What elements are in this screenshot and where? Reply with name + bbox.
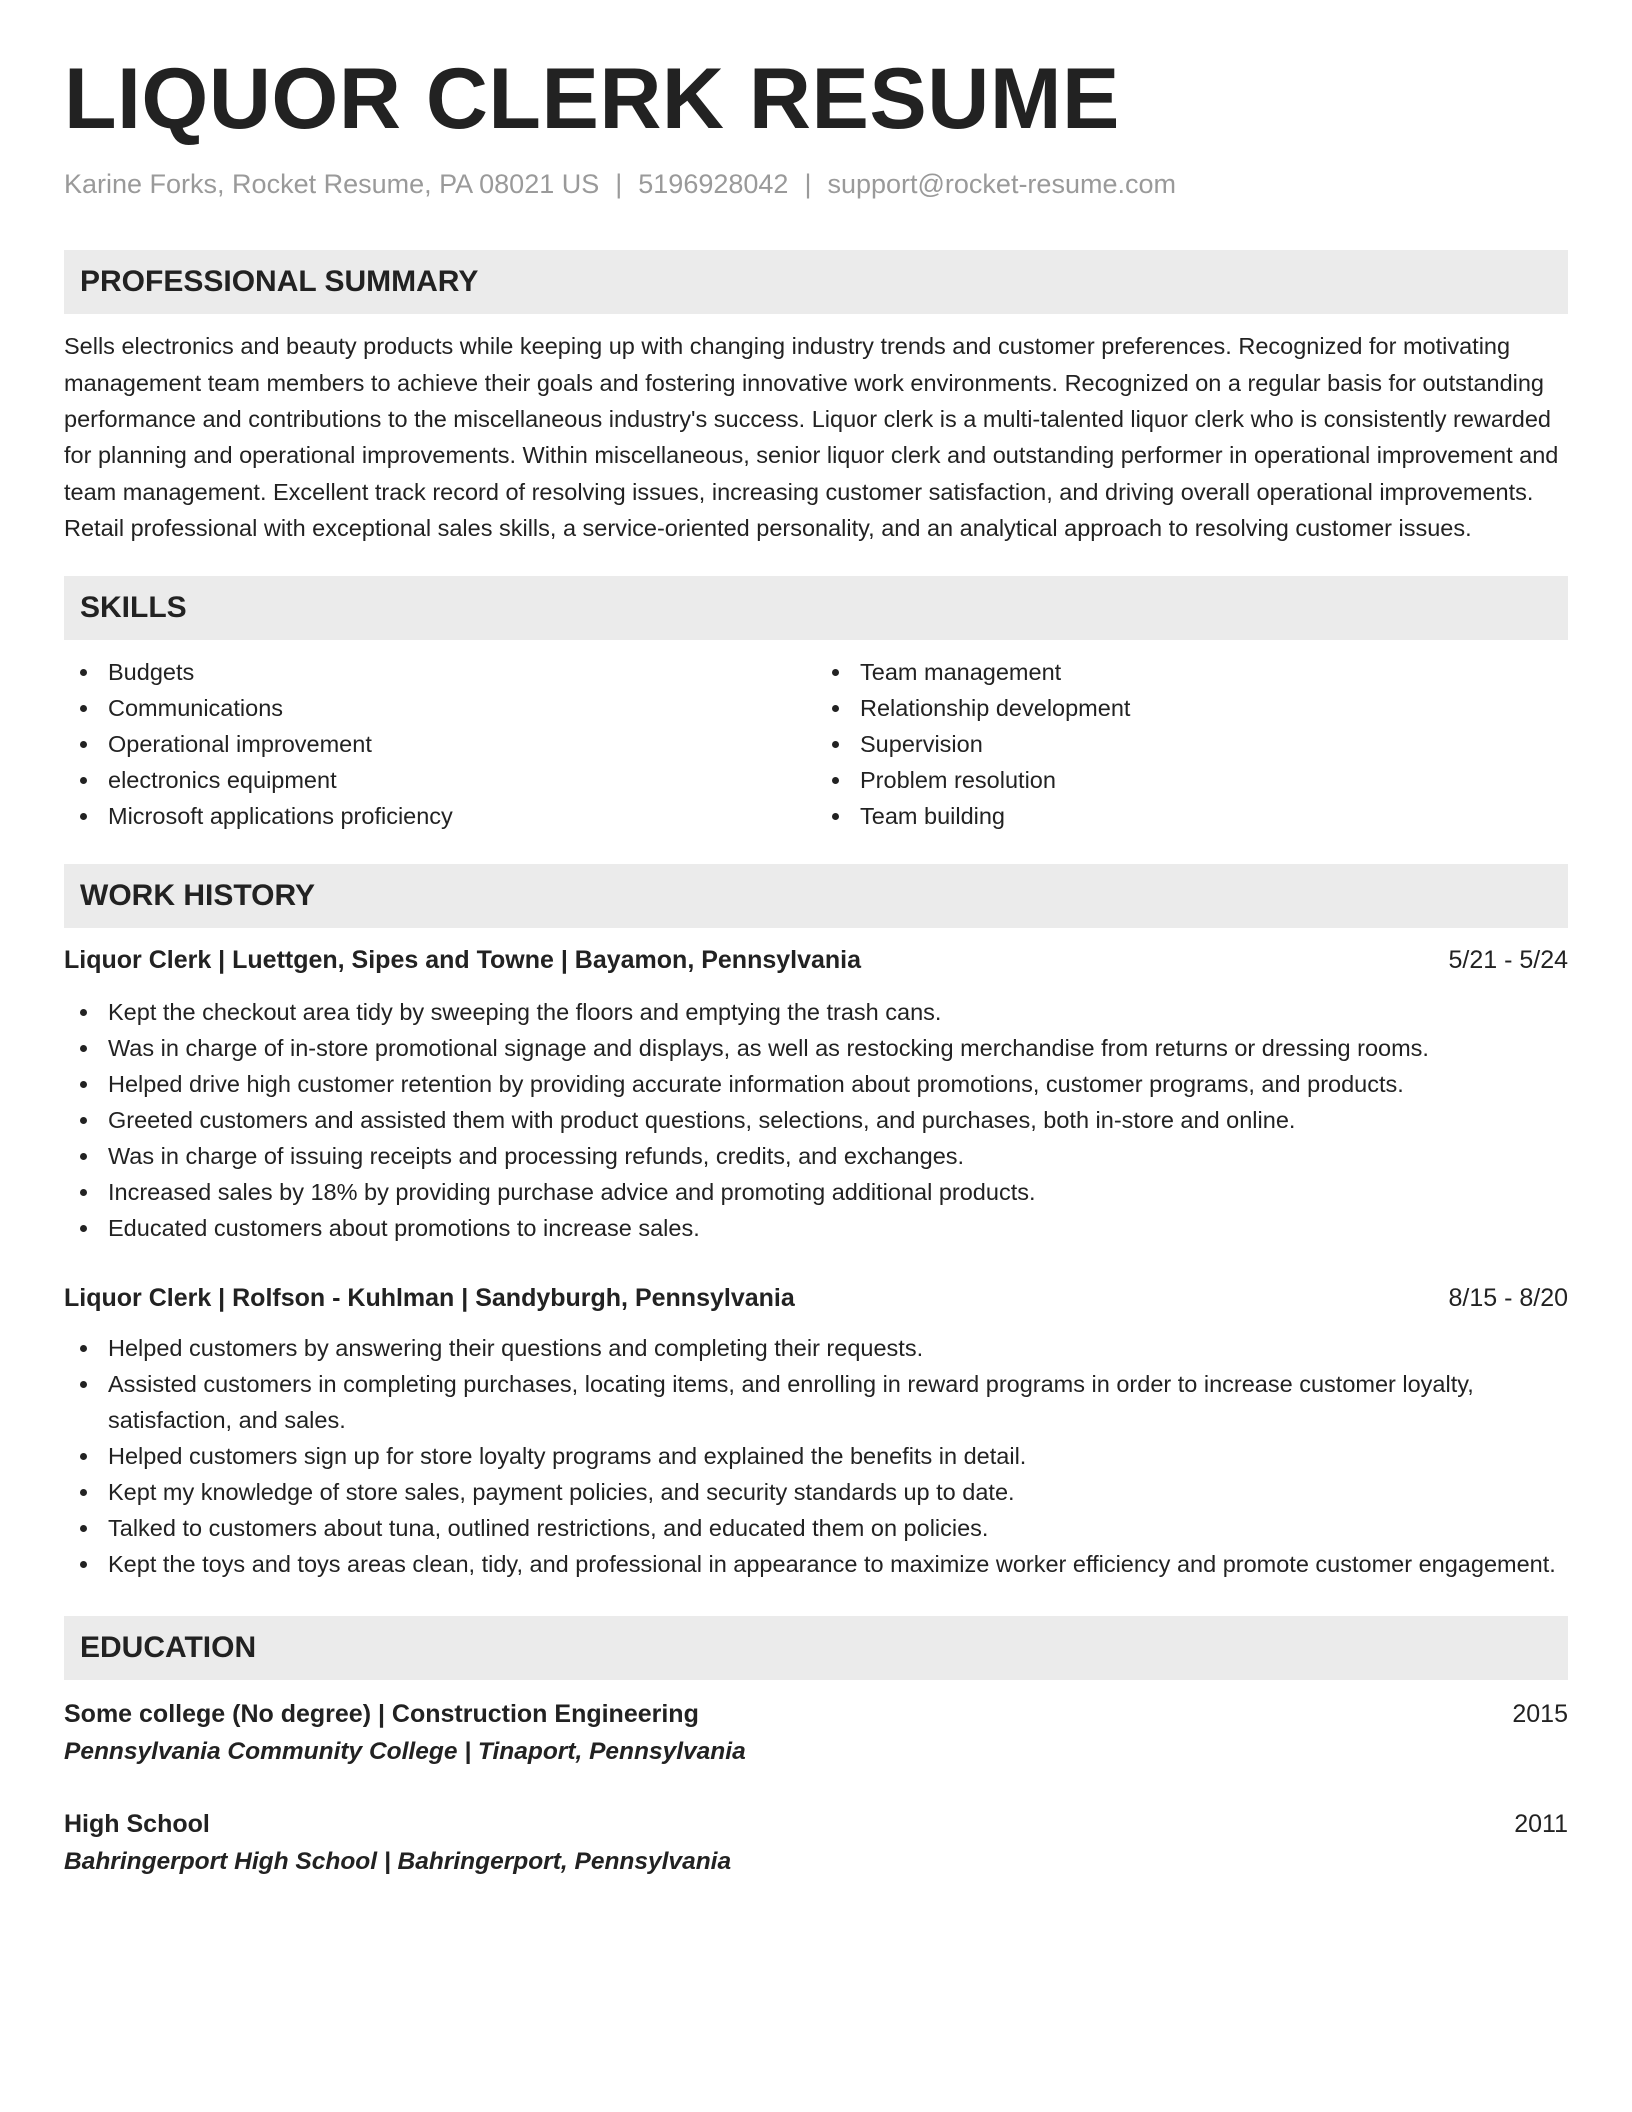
education-year: 2011 bbox=[1514, 1810, 1568, 1839]
education-entry bbox=[64, 1806, 1568, 1880]
skill-item: Budgets bbox=[64, 654, 816, 690]
skill-item: Problem resolution bbox=[816, 762, 1568, 798]
skill-item: Team building bbox=[816, 798, 1568, 834]
education-header bbox=[64, 1806, 1568, 1842]
job-bullet: Helped customers sign up for store loyalty programs and explained the benefits in detail. bbox=[64, 1438, 1568, 1474]
job-bullet: Helped customers by answering their questions and completing their requests. bbox=[64, 1330, 1568, 1366]
contact-phone[interactable]: 5196928042 bbox=[638, 169, 789, 199]
job-bullet: Educated customers about promotions to increase sales. bbox=[64, 1210, 1568, 1246]
job-bullet: Kept the checkout area tidy by sweeping the floors and emptying the trash cans. bbox=[64, 994, 1568, 1030]
education-degree: Some college (No degree) | Construction Engineering bbox=[64, 1700, 699, 1729]
skills-column-left bbox=[64, 654, 816, 834]
job-bullet: Talked to customers about tuna, outlined restrictions, and educated them on policies. bbox=[64, 1510, 1568, 1546]
contact-line bbox=[64, 168, 1568, 200]
job-bullet: Assisted customers in completing purchases, locating items, and enrolling in reward programs in order to increase customer loyalty, satisfaction, and sales. bbox=[64, 1366, 1568, 1438]
skill-item: Operational improvement bbox=[64, 726, 816, 762]
job-header bbox=[64, 942, 1568, 978]
job-entry bbox=[64, 1280, 1568, 1582]
section-header-skills: SKILLS bbox=[64, 576, 1568, 640]
job-bullet: Helped drive high customer retention by providing accurate information about promotions, customer programs, and products. bbox=[64, 1066, 1568, 1102]
job-dates: 8/15 - 8/20 bbox=[1448, 1284, 1568, 1313]
education-school: Pennsylvania Community College | Tinaport, Pennsylvania bbox=[64, 1738, 746, 1766]
skill-item: electronics equipment bbox=[64, 762, 816, 798]
section-header-education: EDUCATION bbox=[64, 1616, 1568, 1680]
skill-item: Team management bbox=[816, 654, 1568, 690]
contact-separator: | bbox=[615, 169, 623, 199]
education-header bbox=[64, 1696, 1568, 1732]
education-degree: High School bbox=[64, 1810, 210, 1839]
summary-text: Sells electronics and beauty products while keeping up with changing industry trends and customer preferences. Recognized for motivating management team members to achieve their goals and fostering innovative work environments. Recognized on a regular basis for outstanding performance and contributions to the miscellaneous industry's success. Liquor clerk is a multi-talented liquor clerk who is consistently rewarded for planning and operational improvements. Within miscellaneous, senior liquor clerk and outstanding performer in operational improvement and team management. Excellent track record of resolving issues, increasing customer satisfaction, and driving overall operational improvements. Retail professional with exceptional sales skills, a service-oriented personality, and an analytical approach to resolving customer issues. bbox=[64, 333, 1559, 541]
contact-address: Karine Forks, Rocket Resume, PA 08021 US bbox=[64, 169, 600, 199]
section-header-summary: PROFESSIONAL SUMMARY bbox=[64, 250, 1568, 314]
education-school: Bahringerport High School | Bahringerport, Pennsylvania bbox=[64, 1848, 732, 1876]
job-title: Liquor Clerk | Rolfson - Kuhlman | Sandyburgh, Pennsylvania bbox=[64, 1284, 795, 1313]
job-title: Liquor Clerk | Luettgen, Sipes and Towne | Bayamon, Pennsylvania bbox=[64, 946, 862, 975]
skill-item: Supervision bbox=[816, 726, 1568, 762]
job-bullet: Kept my knowledge of store sales, payment policies, and security standards up to date. bbox=[64, 1474, 1568, 1510]
resume-title: LIQUOR CLERK RESUME bbox=[64, 51, 1120, 147]
job-bullet: Increased sales by 18% by providing purchase advice and promoting additional products. bbox=[64, 1174, 1568, 1210]
job-bullets bbox=[64, 994, 1568, 1246]
job-dates: 5/21 - 5/24 bbox=[1448, 946, 1568, 975]
skill-item: Microsoft applications proficiency bbox=[64, 798, 816, 834]
skills-list bbox=[64, 654, 1568, 834]
section-header-work-history: WORK HISTORY bbox=[64, 864, 1568, 928]
job-bullets bbox=[64, 1330, 1568, 1582]
skills-column-right bbox=[816, 654, 1568, 834]
contact-email[interactable]: support@rocket-resume.com bbox=[827, 169, 1176, 199]
education-entry bbox=[64, 1696, 1568, 1770]
education-year: 2015 bbox=[1512, 1700, 1568, 1729]
job-bullet: Was in charge of in-store promotional signage and displays, as well as restocking merchandise from returns or dressing rooms. bbox=[64, 1030, 1568, 1066]
skill-item: Relationship development bbox=[816, 690, 1568, 726]
contact-separator: | bbox=[804, 169, 812, 199]
job-bullet: Kept the toys and toys areas clean, tidy, and professional in appearance to maximize worker efficiency and promote customer engagement. bbox=[64, 1546, 1568, 1582]
job-bullet: Was in charge of issuing receipts and processing refunds, credits, and exchanges. bbox=[64, 1138, 1568, 1174]
job-entry bbox=[64, 942, 1568, 1246]
job-header bbox=[64, 1280, 1568, 1316]
skill-item: Communications bbox=[64, 690, 816, 726]
job-bullet: Greeted customers and assisted them with product questions, selections, and purchases, both in-store and online. bbox=[64, 1102, 1568, 1138]
